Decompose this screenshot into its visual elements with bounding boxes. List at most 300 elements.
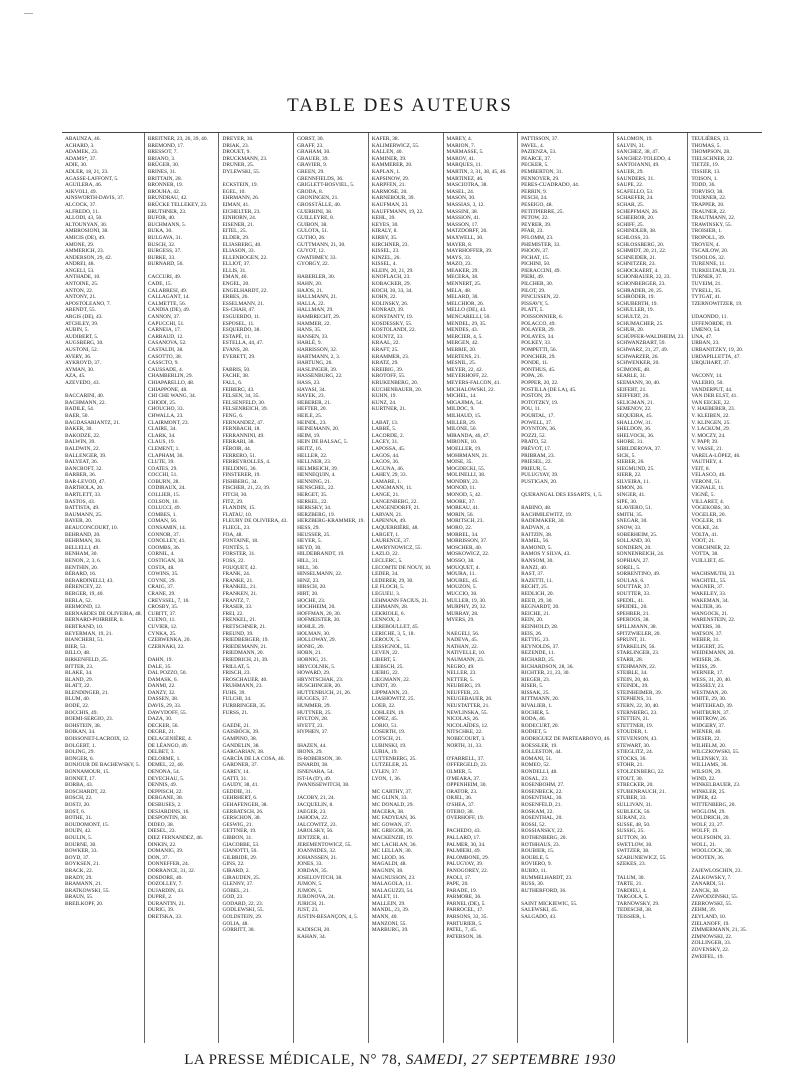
author-entry: DESPONTIN, 38. [147, 815, 188, 822]
author-entry: MURRAY, 28. [446, 610, 479, 617]
author-entry: PULUGYAY, 39. [521, 472, 559, 479]
author-entry: KEYES, 30. [371, 221, 399, 228]
author-entry: LOTSCH, 21. [371, 736, 403, 743]
author-entry: AUBIN, 5. [65, 327, 89, 334]
author-entry: MARTINEZ, 46. [446, 175, 484, 182]
author-entry: TSOOLOS, 32. [691, 254, 726, 261]
author-entry: NEUFFER, 23. [446, 689, 480, 696]
author-entry: WHITROW, 26. [691, 716, 727, 723]
author-entry [372, 413, 441, 420]
author-entry: SANCHEZ, 38, 47. [616, 149, 660, 156]
author-entry: BOSTJ, 20. [65, 801, 91, 808]
author-entry: DEVECHAU, 5. [147, 775, 185, 782]
author-entry: BLAKE, 34. [65, 670, 93, 677]
author-entry: STETTEN, 21. [616, 716, 650, 723]
index-column-8 [613, 133, 688, 1043]
author-entry [372, 782, 441, 789]
author-entry: LEKRIOLE, 6. [371, 610, 405, 617]
author-entry: RONDELLI, 48. [521, 769, 558, 775]
author-entry: BERNARDES DE OLIVEIRA, 48. [65, 610, 142, 617]
author-entry: POLKEY, 33. [521, 340, 552, 347]
author-entry: HYLTON, 28. [297, 716, 329, 723]
author-entry: HEUSSER, 25. [297, 531, 331, 538]
author-entry: GUIBON, 38. [297, 221, 328, 228]
author-entry: POSTILLA (DE LA), 45. [521, 386, 577, 393]
author-entry: BULGAVA, 31. [147, 234, 183, 241]
author-entry: ROSENTHAL, 30. [521, 795, 563, 802]
author-entry: NETTER, 5. [446, 676, 474, 683]
author-entry: SPEDIL, 41. [616, 597, 645, 604]
author-entry: HYETT, 23. [297, 722, 324, 729]
author-entry: MC LELLAN, 30. [371, 848, 412, 855]
author-entry: WERNER, 17. [691, 670, 724, 677]
author-entry: HORNIG, 21. [297, 656, 328, 663]
author-entry: SICK, 5. [616, 452, 636, 459]
author-entry: SANCHEZ-TOLEDO, 4. [616, 155, 672, 162]
author-entry: LIBERT, 5. [371, 656, 397, 663]
author-entry: MELLO (DE), 43. [446, 307, 487, 314]
author-entry: KUCHENBAUER, 20. [371, 386, 422, 393]
author-entry: TARTE, 21. [616, 881, 643, 888]
author-entry: POURTAL, 17. [521, 412, 555, 419]
author-entry: POYNTON, 36. [521, 426, 557, 433]
author-entry: LOHLEIN, 19. [371, 709, 405, 716]
author-entry: POMPETTI, 56. [521, 347, 557, 353]
author-entry: SPEIDEL, 20. [616, 604, 648, 611]
author-entry: OFFERGELD, 23. [446, 762, 488, 769]
author-entry: KREIBIG, 39. [371, 366, 404, 373]
author-entry: LYLEN, 37. [371, 769, 399, 775]
author-entry: ADAMS*, 37. [65, 155, 97, 162]
author-entry: PISSAVY, 5. [521, 300, 549, 307]
author-entry: LIEGMANN, 22. [371, 676, 411, 683]
author-entry: LIEBSCH, 25. [371, 663, 404, 670]
author-entry: NATIVELLE, 10. [446, 650, 486, 657]
author-entry: CASTALDI, 38. [147, 347, 184, 353]
author-entry: KOHN, 22. [371, 294, 397, 301]
author-entry: HERGET, 35. [297, 492, 328, 499]
author-entry: PONTHUS, 45. [521, 366, 556, 373]
author-entry: COYNE, 29. [147, 577, 176, 584]
author-entry: MASON, 30. [446, 195, 476, 202]
author-entry: KADISCH, 20. [297, 927, 331, 934]
author-entry: WEIGERT, 25. [691, 643, 725, 650]
author-entry: PONDE, 11. [521, 360, 549, 367]
author-entry: FENG, 6. [222, 412, 244, 419]
author-entry: FULCHI, 34. [222, 696, 252, 703]
author-entry: BEAUCONCOURT, 10. [65, 525, 119, 532]
author-entry: PAZIENZA, 53. [521, 149, 557, 156]
author-entry: SEQUEIRA, 45. [616, 412, 653, 419]
author-entry: HAYASI, 34. [297, 386, 326, 393]
author-entry: MARBURG, 39. [371, 927, 409, 934]
author-entry: APOSTOLEANO, 7. [65, 300, 111, 307]
author-entry: EISENER, 21. [222, 221, 255, 228]
author-entry: SZEKES, 23. [616, 861, 646, 868]
author-entry: CAUSSADE, 4. [147, 366, 184, 373]
author-entry: LEREBOULLET, 45. [371, 623, 419, 630]
author-entry: LABBÉ, 5. [371, 426, 397, 433]
author-entry: KONRAD, 39. [371, 307, 405, 314]
author-entry [297, 268, 366, 275]
author-entry: SUBLECK, 56. [616, 808, 651, 815]
author-entry: WEISER, 26. [691, 656, 721, 663]
author-entry: DESBUSES, 2. [147, 801, 182, 808]
author-entry: BIANCHERI, 51. [65, 637, 104, 644]
author-entry: DENNIS, 49. [147, 782, 178, 789]
author-entry: PIERACCINI, 49. [521, 267, 561, 274]
author-entry: SHELDON, 36. [616, 426, 652, 433]
author-entry: DALE, 35. [147, 663, 172, 670]
author-entry: MOUQUET, 4. [446, 564, 480, 571]
author-entry: BENHAM, 30. [65, 551, 98, 558]
author-entry: TRAUNER, 22. [691, 208, 727, 215]
author-entry: UFFENORDE, 19. [691, 320, 733, 327]
author-entry: FISCHER, 21, 23, 39. [222, 485, 271, 492]
author-entry: ZIMMERMANN, 21, 35. [691, 927, 747, 934]
author-entry: SIPE, 30. [616, 498, 638, 505]
author-entry: URBAN, 23. [691, 340, 720, 347]
author-entry: SCHUR, 20. [616, 327, 645, 334]
author-entry: ZAWODZINSKI, 55. [691, 894, 739, 901]
author-entry: SCHUMACHER, 25. [616, 320, 664, 327]
author-entry: HEILE, 25. [297, 412, 323, 419]
author-entry: ZAJEWLOSCHIN, 23. [691, 867, 742, 874]
author-entry: BACCARINI, 40. [65, 393, 105, 400]
author-entry: BOWKER, 33. [65, 848, 98, 855]
author-entry: SAUER, 29. [616, 168, 644, 175]
author-entry: SCHLOSSBERG, 20. [616, 241, 665, 248]
author-entry: NAEGELI, 56. [446, 630, 480, 637]
author-entry: ROVIERO, 9. [521, 861, 552, 868]
author-entry: SLAVIERO, 51. [616, 505, 653, 512]
author-entry: KAFER, 38. [371, 136, 399, 142]
author-entry: HRYNTSCHAK, 23. [297, 676, 344, 683]
author-entry: MC GREGOR, 36. [371, 828, 414, 835]
author-entry: CALLAGANT, 14. [147, 294, 190, 301]
author-entry: PLATT, 5. [521, 307, 544, 314]
author-entry: PACHEDO, 43. [446, 828, 481, 835]
author-entry: DOMANIG, 39. [147, 848, 184, 855]
author-entry: CHIAPARELLO, 48. [147, 379, 195, 386]
author-entry: BRADY, 29. [65, 874, 93, 881]
author-entry: KIRCHNER, 23. [371, 241, 409, 248]
author-entry: GOBEL, 21. [222, 887, 250, 894]
author-entry: GORRITT, 38. [222, 927, 255, 934]
author-entry: SCHLOSS, 23. [616, 234, 650, 241]
author-entry: TARNOWSKY, 29. [616, 900, 660, 907]
author-entry: ROMANI, 51. [521, 755, 553, 762]
author-entry: ELLIOT, 37. [222, 261, 251, 268]
author-entry: SCHONBAUER, 22, 23. [616, 274, 671, 281]
author-entry: HASSENBURG, 22. [297, 373, 343, 380]
author-entry: BUFOR, 40. [147, 215, 176, 222]
author-entry: EITEL, 25. [222, 228, 247, 235]
author-entry: SCIMONE, 48. [616, 366, 651, 373]
author-entry: MAGALDI, 48. [371, 861, 407, 868]
author-entry: KAPSINOW, 29. [371, 175, 410, 182]
author-entry: JOANNIDES, 32. [297, 848, 337, 855]
author-entry: STETTNER, 19. [616, 722, 654, 729]
author-entry: BRATKOWSKI, 55. [65, 887, 110, 894]
author-entry: IRONS, 29. [297, 749, 323, 756]
author-entry: PICHAT, 15. [521, 254, 550, 261]
author-entry: VOGEKOBS, 30. [691, 505, 731, 512]
author-entry: STERN, 22, 30, 40. [616, 703, 660, 710]
author-entry: STIEGLITZ, 24. [616, 749, 654, 756]
author-entry: KARNEBOUR, 39. [371, 195, 415, 202]
author-entry: ENGELHARDT, 22. [222, 287, 268, 294]
author-entry: MEYERHOFF, 22. [446, 373, 489, 380]
author-entry: DENONA, 54. [147, 769, 181, 775]
author-entry: WOLDRICH, 20. [691, 815, 730, 822]
author-entry: VOGELER, 20. [691, 511, 726, 518]
author-entry: DIESEL, 23. [147, 828, 176, 835]
author-entry: GRAHAM, 30. [297, 149, 331, 156]
author-entry: SOLLAND, 30. [616, 538, 652, 545]
author-entry: DELBET, 3. [147, 749, 175, 756]
author-entry: AMICIS (DE), 49. [65, 234, 106, 241]
author-entry: LENNOX, 2. [371, 617, 401, 624]
author-entry: ANDERSON, 29, 42. [65, 254, 112, 261]
author-entry: DREYER, 30. [222, 136, 254, 142]
author-entry: GRAFF, 23. [297, 142, 324, 149]
author-entry: REINHOLD, 28. [521, 623, 559, 630]
author-entry: HOFFMAN, 20, 30. [297, 610, 342, 617]
author-entry: VAUTHEY, 4. [691, 459, 723, 466]
author-entry: BOTHE, 31. [65, 815, 93, 822]
author-entry: BAGDASARIANTZ, 21. [65, 419, 121, 426]
author-entry: WIENER, 40. [691, 729, 722, 736]
author-entry: PESCH, 24. [521, 195, 548, 202]
author-entry: SCHOCKAERT, 4. [616, 267, 659, 274]
author-entry: SORRENTINO, 49. [616, 571, 661, 578]
author-entry: VACONY, 14. [691, 373, 723, 380]
author-entry: HRYCOLNIK, 5. [297, 663, 336, 670]
author-entry: MECERA, 38. [446, 274, 479, 281]
author-entry: MORITSCH, 23. [446, 518, 484, 525]
author-entry: ORJEL, 36. [446, 795, 473, 802]
author-entry: WOLL, 21. [691, 841, 717, 848]
author-entry: STARR, 28. [616, 656, 644, 663]
author-entry: CRANE, 29. [147, 590, 176, 597]
author-entry: SALVIN, 31. [616, 142, 646, 149]
author-entry: MAROV, 41. [446, 155, 476, 162]
author-entry: CANNON, 37. [147, 314, 181, 321]
author-entry: ZOLLINGER, 33. [691, 940, 732, 947]
author-entry: LANGENDORFF, 21. [371, 505, 421, 512]
author-entry: MARMASSE, 5. [446, 149, 484, 156]
author-entry: DANZY, 32. [147, 689, 176, 696]
author-entry: WIND, 22. [691, 775, 716, 782]
author-entry: FONTAINE, 18. [222, 538, 259, 545]
author-entry: RISSAK, 25. [521, 689, 550, 696]
author-entry: GEHAFENGER, 38. [222, 801, 268, 808]
author-entry: VORCHNER, 22. [691, 544, 731, 551]
author-entry: ROLLESTON, 44. [521, 749, 562, 756]
author-entry: FRIEDMANN, 20. [222, 650, 264, 657]
author-entry: WHITE, 29, 30. [691, 696, 727, 703]
author-entry: DE LÉANGO, 49. [147, 742, 188, 749]
author-entry: GIRARD, 2. [222, 867, 250, 874]
author-entry: CHI CHE WANG, 34. [147, 393, 197, 400]
author-entry: TEDESCHI, 38. [616, 907, 653, 914]
author-entry [447, 749, 516, 756]
author-entry: BRONNER, 19. [147, 182, 184, 189]
author-entry: BOIKAN, 34. [65, 729, 96, 736]
author-entry: ARENDT, 55. [65, 307, 96, 314]
author-entry: FELSENREICH, 39. [222, 406, 268, 413]
author-entry: EMAN, 40. [222, 274, 248, 281]
author-entry [521, 894, 610, 901]
author-entry: CLAIRMONT, 23. [147, 419, 189, 426]
author-entry: SUTTON, 30. [616, 834, 648, 841]
author-entry: SNOW, 33. [616, 525, 642, 532]
author-entry: WIPER, 42. [691, 795, 718, 802]
author-entry: MULLER, 19, 30. [446, 597, 487, 604]
author-entry: SEMENOV, 22. [616, 406, 652, 413]
author-entry: LYON, 1, 36. [371, 775, 402, 782]
author-entry: HELLER, 22. [297, 452, 328, 459]
author-entry: MOGDECKI, 55. [446, 465, 485, 472]
author-entry: PEARCE, 37. [521, 155, 552, 162]
author-entry: TODD, 36. [691, 182, 716, 189]
author-entry: RAZETTI, 11. [521, 577, 553, 584]
author-entry: MACERA, 38. [371, 808, 405, 815]
author-entry: SPRUNT, 31. [616, 637, 647, 644]
author-entry: LAGUNA, 46. [371, 465, 405, 472]
author-entry: KOCH, 30, 33, 34. [371, 287, 413, 294]
author-entry: BENTHIN, 20. [65, 564, 99, 571]
author-entry: IWANISSEWITCH, 38. [297, 782, 350, 789]
author-entry: PENNOYER, 29. [521, 175, 560, 182]
author-entry: RAMEL, 56. [521, 538, 550, 545]
author-entry: GESWIG, 21. [222, 821, 253, 828]
author-entry: GYORGY, 22. [297, 261, 329, 268]
author-entry: KURTNER, 21. [371, 406, 407, 413]
author-entry: LACORDE, 2. [371, 432, 405, 439]
author-entry: PETOW, 22. [521, 215, 549, 222]
author-entry: ACHARD, 3. [65, 142, 95, 149]
author-entry [65, 387, 142, 394]
author-entry: WIESER, 22. [691, 736, 721, 743]
author-entry: KNOFLACH, 23. [371, 274, 411, 281]
author-entry: ZEHM, 39. [691, 907, 717, 914]
author-entry: PALMIERI, 49. [446, 848, 481, 855]
author-entry: WATERS, 30. [691, 623, 722, 630]
author-entry: BOUIN, 42. [65, 828, 92, 835]
author-entry: BACHMANN, 22. [65, 399, 106, 406]
author-entry: BLATT, 22. [65, 683, 91, 690]
author-entry: BAKER, 30. [65, 426, 93, 433]
author-entry: ADLER, 18, 21, 23. [65, 168, 109, 175]
author-entry: CONSAMIN, 14. [147, 525, 187, 532]
author-entry: STERNBERG, 23. [616, 709, 658, 716]
author-entry: FRISCH, 23. [222, 670, 251, 677]
author-entry: DECKER, 56. [147, 722, 179, 729]
author-entry: SANTOJANNI, 49. [616, 162, 660, 169]
author-entry [222, 360, 291, 367]
author-entry: AINSWORTH-DAVIS, 37. [65, 195, 125, 202]
author-entry: RABINO, 48. [521, 505, 552, 512]
author-entry: TZERNOWITZER, 19. [691, 300, 743, 307]
author-entry: BOYKSEN, 21. [65, 861, 100, 868]
author-entry: SAINT MICKIEWIC, 55. [521, 900, 578, 907]
author-entry: RIEGER, 23. [521, 676, 551, 683]
author-entry: COOMBS, 36. [147, 544, 181, 551]
author-entry [521, 485, 610, 492]
author-entry: JEREMENTOWICZ, 55. [297, 841, 352, 848]
author-entry: LAZLO, 22. [371, 551, 399, 558]
author-entry: SEIFERT, 21. [616, 386, 647, 393]
author-entry: MILLER, 29. [446, 419, 476, 426]
author-entry: CYNKA, 25. [147, 630, 177, 637]
author-entry: HERKEL, 22. [297, 498, 328, 505]
author-entry: VUILLIET, 45. [691, 558, 725, 564]
author-entry: MC GOWAN, 37. [371, 821, 412, 828]
author-entry: ABAUNZA, 46. [65, 136, 101, 142]
author-entry: TEISSIER, 1. [616, 914, 647, 921]
author-entry: CLARK, 34. [147, 432, 176, 439]
author-entry: PEYRER, 39. [521, 221, 552, 228]
author-entry: HOFMEISTER, 20. [297, 617, 341, 624]
author-entry: MC LACHLAN, 36. [371, 841, 417, 848]
author-entry: MILDOC, 9. [446, 406, 475, 413]
author-entry: MARION, 7. [446, 142, 476, 149]
author-entry: ROTHENBERG, 20. [521, 834, 567, 841]
author-entry: CLEMENT, 1. [147, 445, 180, 452]
author-entry: ARGIS (DE), 43. [65, 314, 103, 321]
author-entry: WOOLCOCK, 30. [691, 848, 732, 855]
author-entry: ESQUERDO, 38. [222, 327, 261, 334]
author-entry: FRUHMANN, 23. [222, 683, 263, 690]
author-entry: BUSCH, 32. [147, 241, 176, 248]
author-entry: GAREY, 14. [222, 769, 250, 775]
author-entry: BURKE, 33. [147, 254, 176, 261]
author-entry: HAMMER, 22. [297, 320, 331, 327]
author-entry: DELAGENIÈRE, 4. [147, 736, 192, 743]
author-entry: BOISSONET-LACROIX, 12. [65, 736, 130, 743]
author-entry: CARNEIA, 17. [147, 327, 182, 334]
author-entry: ENGEL, 20. [222, 281, 250, 288]
author-entry: LERICHE, 3, 5, 18. [371, 630, 415, 637]
author-entry: ECKSTEIN, 19. [222, 182, 258, 189]
author-entry: STEHMANN, 22. [616, 663, 657, 670]
author-entry: ZWEIFEL, 19. [691, 953, 724, 960]
author-entry: BALDWIN, 22. [65, 445, 100, 452]
author-entry: ANTOINE, 25. [65, 281, 99, 288]
author-entry: JOHANSSEN, 21. [297, 854, 338, 861]
author-entry: KLEIN, 20, 21, 29. [371, 267, 414, 274]
author-entry: MYERS, 29. [446, 617, 475, 624]
author-entry: BLAND, 29. [65, 676, 94, 683]
author-entry: V. PAPP, 39. [691, 439, 719, 446]
author-entry: PATERSON, 36. [446, 933, 483, 940]
author-entry: HILL, 31. [297, 558, 319, 564]
author-entry: THOMPSON, 28. [691, 149, 731, 156]
author-entry: SCHINDLER, 38. [616, 228, 657, 235]
author-entry: WHITBURN, 37. [691, 709, 730, 716]
author-entry: ELDER, 29. [222, 234, 250, 241]
author-entry: BROUHA, 42. [147, 188, 181, 195]
author-entry: SALGADO, 43. [521, 914, 557, 921]
author-entry: FÉROIR, 44. [222, 445, 252, 452]
author-entry: DEPPISCH, 22. [147, 788, 183, 795]
author-entry: MANDL, 23, 39. [371, 907, 410, 914]
author-entry: STEIN, 20, 40. [616, 676, 650, 683]
author-entry: AYKROYD, 37. [65, 360, 101, 367]
author-entry: SIEBER, 26. [616, 459, 645, 466]
